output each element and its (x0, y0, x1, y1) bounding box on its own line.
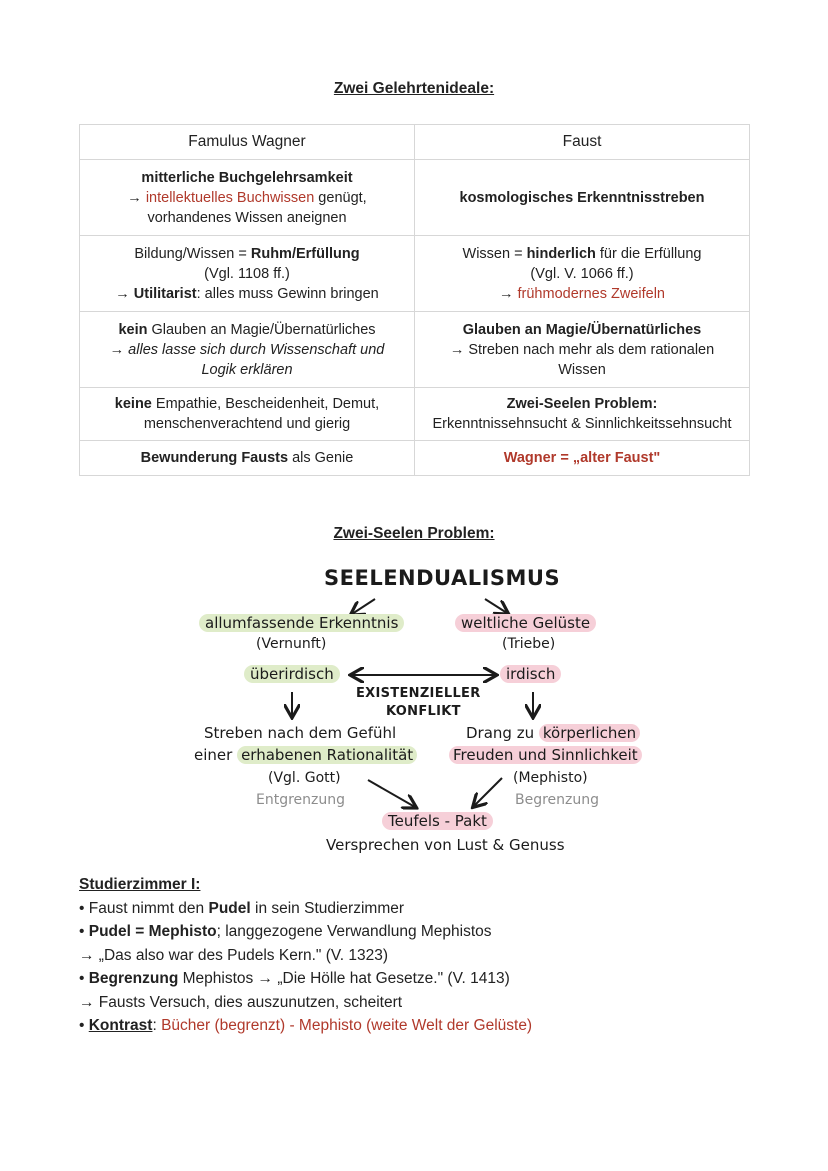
cell-faust-5: Wagner = „alter Faust" (415, 441, 750, 476)
list-item: • Faust nimmt den Pudel in sein Studierzimmer (79, 899, 405, 917)
table-heading: Zwei Gelehrtenideale: (333, 80, 495, 97)
cell-text: → alles lasse sich durch Wissenschaft und (109, 341, 385, 358)
arrow-to-gelueste (485, 599, 507, 613)
node-versprechen: Versprechen von Lust & Genuss (326, 836, 565, 854)
node-teufels-pakt: Teufels - Pakt (382, 812, 493, 830)
cell-text: (Vgl. 1108 ff.) (204, 265, 290, 282)
node-drang-1: Drang zu körperlichen (466, 724, 640, 742)
node-begrenzung: Begrenzung (515, 792, 600, 808)
conflict-label-2: KONFLIKT (386, 704, 461, 719)
cell-text: (Vgl. V. 1066 ff.) (530, 265, 634, 282)
column-header-faust: Faust (415, 125, 750, 160)
list-item: • Pudel = Mephisto; langgezogene Verwandlung Mephistos (79, 923, 492, 940)
cell-text: Zwei-Seelen Problem: (506, 396, 658, 412)
node-streben-1: Streben nach dem Gefühl (204, 724, 397, 742)
node-mephisto: (Mephisto) (513, 770, 588, 786)
list-item: • Begrenzung Mephistos → „Die Hölle hat Gesetze." (V. 1413) (79, 970, 510, 987)
cell-text: Wissen = hinderlich für die Erfüllung (462, 245, 702, 262)
arrow-to-pact-right (474, 778, 502, 806)
list-item: → „Das also war des Pudels Kern." (V. 1323) (79, 946, 389, 964)
node-irdisch: irdisch (500, 665, 561, 683)
cell-text: kein Glauben an Magie/Übernatürliches (118, 321, 376, 338)
cell-wagner-5: Bewunderung Fausts als Genie (80, 441, 415, 476)
diagram-title: SEELENDUALISMUS (324, 566, 561, 590)
cell-text: menschenverachtend und gierig (143, 416, 351, 432)
cell-text: keine Empathie, Bescheidenheit, Demut, (114, 396, 380, 412)
node-gelueste: weltliche Gelüste (455, 614, 596, 632)
cell-faust-1: kosmologisches Erkenntnisstreben (415, 160, 750, 236)
cell-text: Glauben an Magie/Übernatürliches (462, 321, 702, 338)
node-triebe: (Triebe) (502, 636, 556, 652)
notes-title: Studierzimmer I: (79, 876, 201, 893)
list-item: → Fausts Versuch, dies auszunutzen, scheitert (79, 993, 403, 1011)
node-vernunft: (Vernunft) (256, 636, 327, 652)
cell-text: Logik erklären (201, 361, 293, 378)
arrow-to-erkenntnis (352, 599, 375, 614)
node-streben-2: einer erhabenen Rationalität (194, 746, 417, 764)
arrow-to-pact-left (368, 780, 415, 807)
cell-text: → frühmodernes Zweifeln (498, 285, 666, 302)
node-ueberirdisch: überirdisch (244, 665, 340, 683)
column-header-wagner: Famulus Wagner (80, 125, 415, 160)
cell-text: mitterliche Buchgelehrsamkeit (141, 169, 353, 186)
node-erkenntnis: allumfassende Erkenntnis (199, 614, 404, 632)
cell-text: → Streben nach mehr als dem rationalen (449, 341, 715, 358)
cell-text: Bildung/Wissen = Ruhm/Erfüllung (134, 245, 360, 262)
node-drang-2: Freuden und Sinnlichkeit (449, 746, 642, 764)
cell-text: Erkenntnissehnsucht & Sinnlichkeitssehnsucht (432, 416, 732, 432)
list-item: • Kontrast: Bücher (begrenzt) - Mephisto (weite Welt der Gelüste) (79, 1017, 533, 1034)
cell-text: → intellektuelles Buchwissen genügt, (127, 189, 367, 206)
cell-text: Wissen (558, 361, 606, 378)
notes-section (79, 873, 779, 1038)
cell-text: → Utilitarist: alles muss Gewinn bringen (115, 285, 379, 302)
node-entgrenzung: Entgrenzung (256, 792, 346, 808)
diagram-heading: Zwei-Seelen Problem: (333, 525, 495, 542)
node-vgl-gott: (Vgl. Gott) (268, 770, 341, 786)
conflict-label-1: EXISTENZIELLER (356, 686, 481, 701)
cell-text: vorhandenes Wissen aneignen (147, 209, 347, 226)
